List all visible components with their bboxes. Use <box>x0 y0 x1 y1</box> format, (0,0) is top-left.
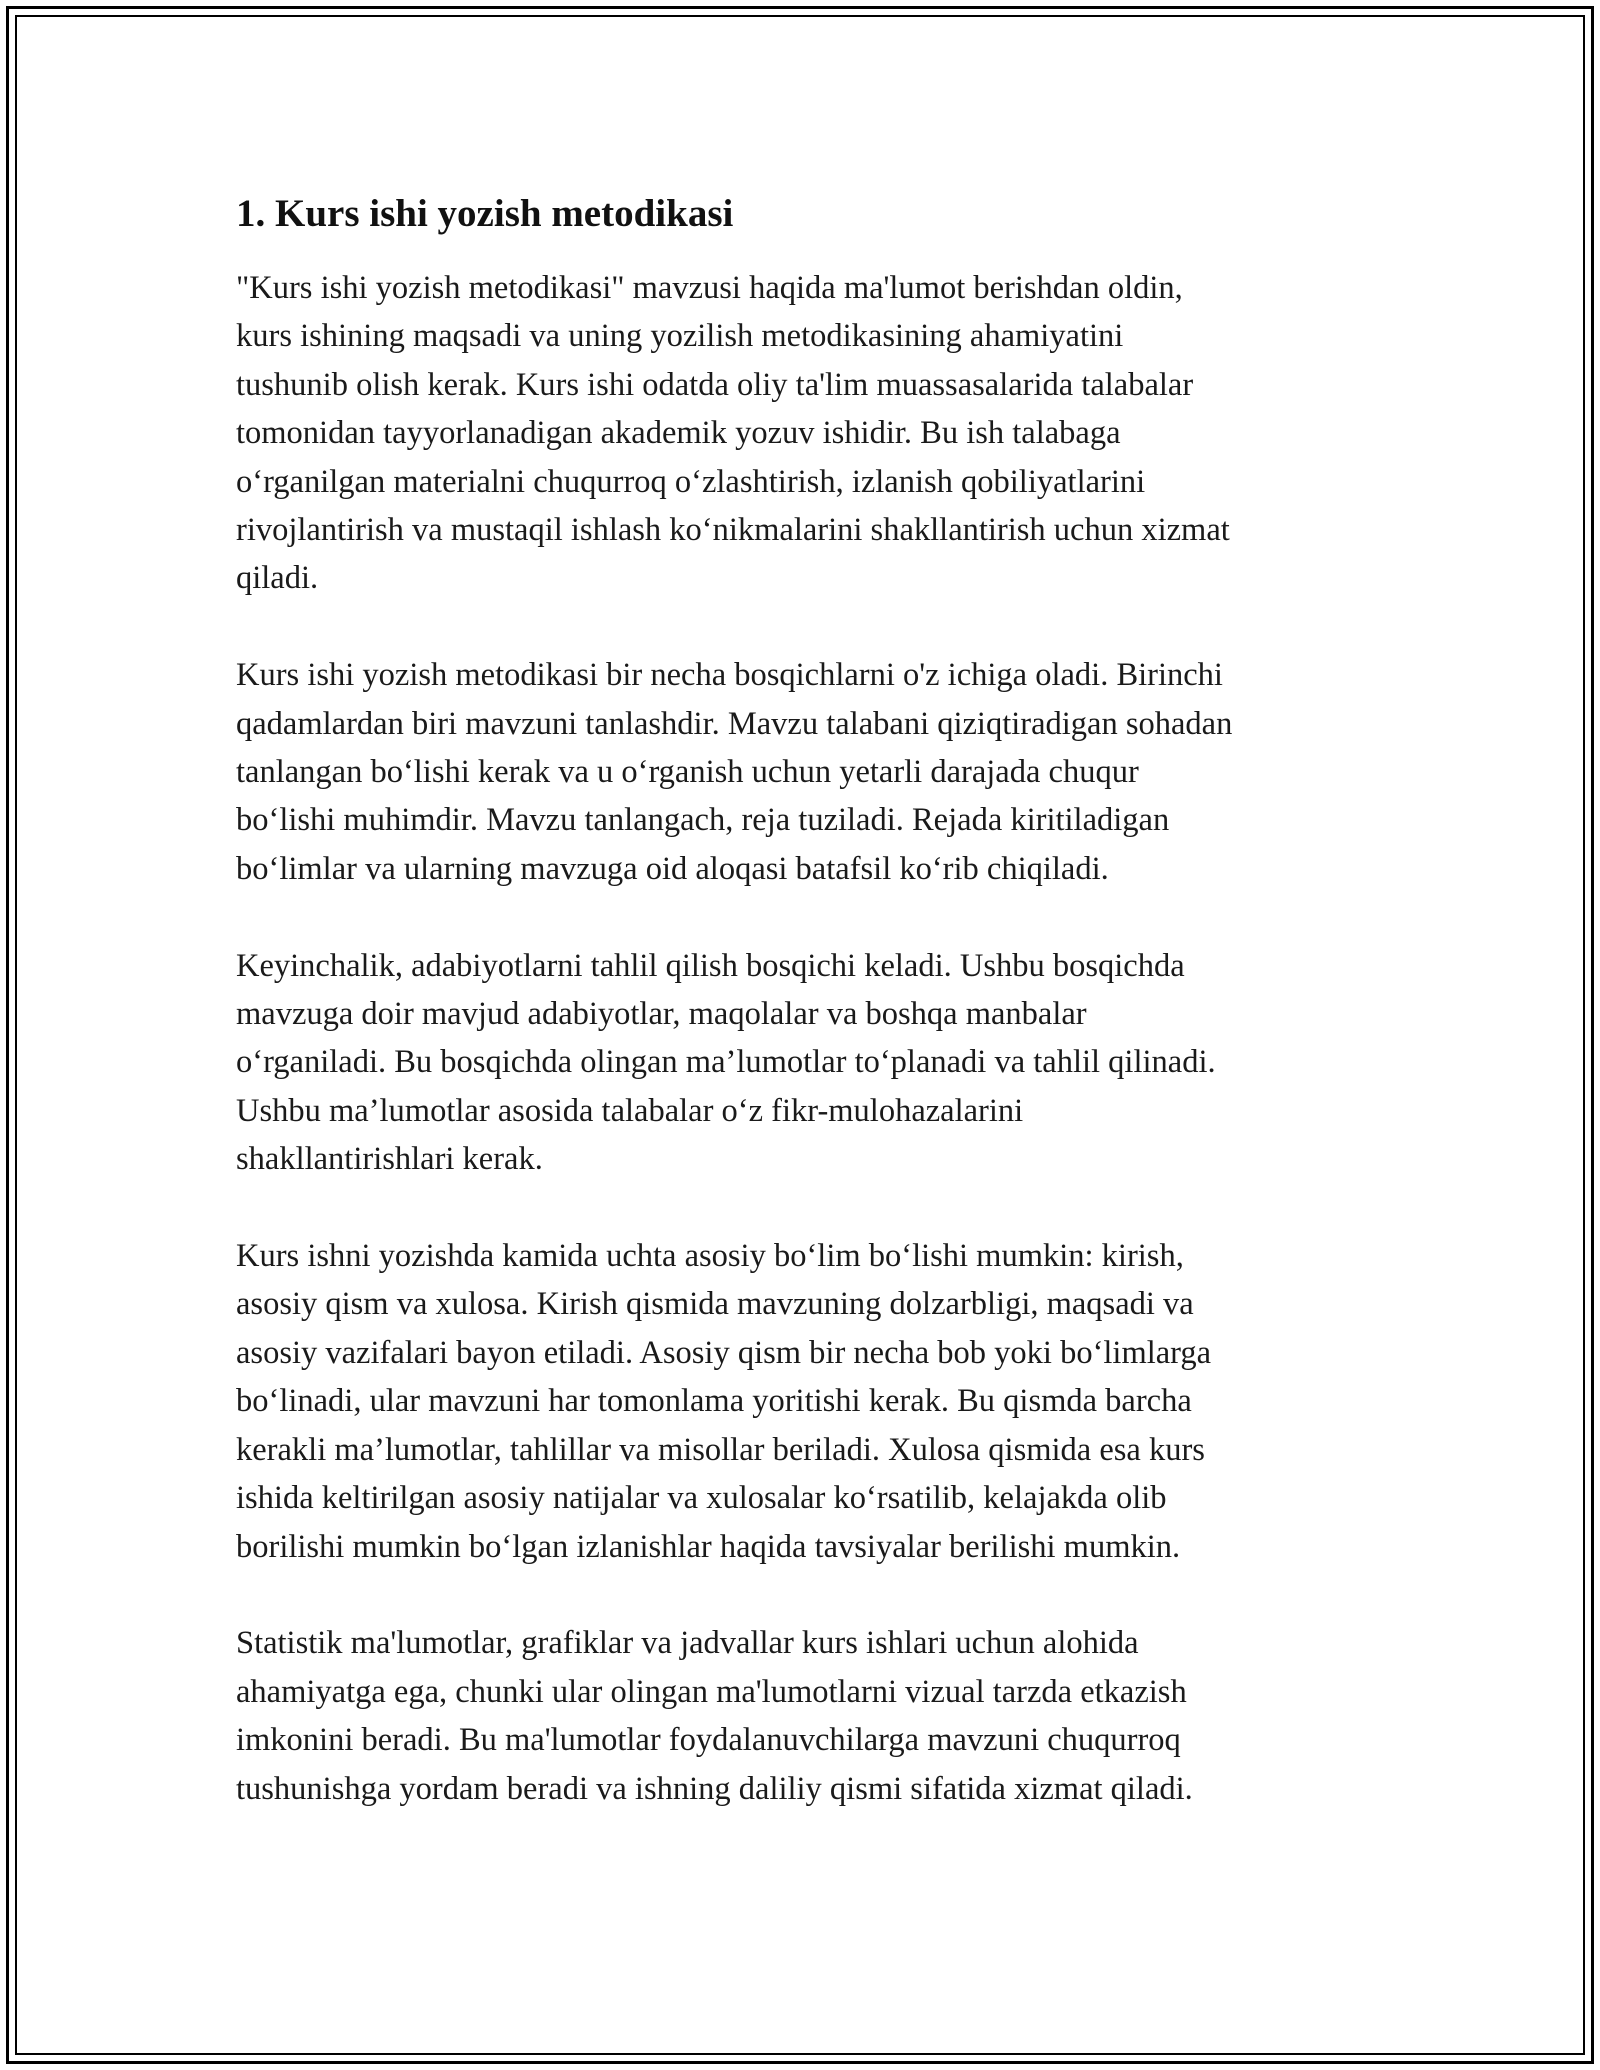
paragraph-line: Kurs ishi yozish metodikasi bir necha bosqichlarni o'z ichiga oladi. Birinchi <box>236 657 1223 694</box>
paragraph-line: kerakli ma’lumotlar, tahlillar va misollar beriladi. Xulosa qismida esa kurs <box>236 1431 1205 1468</box>
paragraph-line: o‘rganilgan materialni chuqurroq o‘zlashtirish, izlanish qobiliyatlarini <box>236 463 1146 500</box>
paragraph-line: mavzuga doir mavjud adabiyotlar, maqolalar va boshqa manbalar <box>236 996 1087 1033</box>
paragraph-line: "Kurs ishi yozish metodikasi" mavzusi haqida ma'lumot berishdan oldin, <box>236 270 1183 306</box>
paragraph-2 <box>236 651 1386 893</box>
paragraph-line: borilishi mumkin bo‘lgan izlanishlar haqida tavsiyalar berilishi mumkin. <box>236 1528 1181 1565</box>
paragraph-line: asosiy vazifalari bayon etiladi. Asosiy qism bir necha bob yoki bo‘limlarga <box>236 1334 1212 1371</box>
paragraph-line: bo‘linadi, ular mavzuni har tomonlama yoritishi kerak. Bu qismda barcha <box>236 1383 1192 1420</box>
paragraph-list <box>236 264 1386 1813</box>
paragraph-line: bo‘limlar va ularning mavzuga oid aloqasi batafsil ko‘rib chiqiladi. <box>236 850 1109 887</box>
paragraph-line: tomonidan tayyorlanadigan akademik yozuv ishidir. Bu ish talabaga <box>236 415 1121 452</box>
paragraph-4 <box>236 1232 1386 1571</box>
paragraph-line: tushunishga yordam beradi va ishning daliliy qismi sifatida xizmat qiladi. <box>236 1770 1193 1807</box>
paragraph-line: Ushbu ma’lumotlar asosida talabalar o‘z fikr-mulohazalarini <box>236 1092 1024 1129</box>
paragraph-5 <box>236 1619 1386 1813</box>
paragraph-line: imkonini beradi. Bu ma'lumotlar foydalanuvchilarga mavzuni chuqurroq <box>236 1722 1181 1759</box>
paragraph-1 <box>236 264 1386 603</box>
paragraph-line: kurs ishining maqsadi va uning yozilish metodikasining ahamiyatini <box>236 318 1124 355</box>
paragraph-3 <box>236 942 1386 1184</box>
paragraph-line: shakllantirishlari kerak. <box>236 1141 543 1178</box>
paragraph-line: asosiy qism va xulosa. Kirish qismida mavzuning dolzarbligi, maqsadi va <box>236 1286 1194 1323</box>
paragraph-line: tushunib olish kerak. Kurs ishi odatda oliy ta'lim muassasalarida talabalar <box>236 366 1194 403</box>
paragraph-line: Kurs ishni yozishda kamida uchta asosiy bo‘lim bo‘lishi mumkin: kirish, <box>236 1238 1184 1275</box>
paragraph-line: tanlangan bo‘lishi kerak va u o‘rganish uchun yetarli darajada chuqur <box>236 754 1139 791</box>
paragraph-line: ahamiyatga ega, chunki ular olingan ma'lumotlarni vizual tarzda etkazish <box>236 1673 1187 1710</box>
paragraph-line: rivojlantirish va mustaqil ishlash ko‘nikmalarini shakllantirish uchun xizmat <box>236 512 1230 549</box>
paragraph-line: Keyinchalik, adabiyotlarni tahlil qilish bosqichi keladi. Ushbu bosqichda <box>236 947 1185 984</box>
paragraph-line: o‘rganiladi. Bu bosqichda olingan ma’lumotlar to‘planadi va tahlil qilinadi. <box>236 1044 1216 1081</box>
paragraph-line: qiladi. <box>236 560 319 597</box>
document-body <box>236 186 1386 1861</box>
paragraph-line: qadamlardan biri mavzuni tanlashdir. Mavzu talabani qiziqtiradigan sohadan <box>236 705 1233 742</box>
section-heading: 1. Kurs ishi yozish metodikasi <box>236 192 734 235</box>
paragraph-line: ishida keltirilgan asosiy natijalar va xulosalar ko‘rsatilib, kelajakda olib <box>236 1480 1167 1517</box>
paragraph-line: bo‘lishi muhimdir. Mavzu tanlangach, reja tuziladi. Rejada kiritiladigan <box>236 802 1170 839</box>
paragraph-line: Statistik ma'lumotlar, grafiklar va jadvallar kurs ishlari uchun alohida <box>236 1625 1139 1662</box>
